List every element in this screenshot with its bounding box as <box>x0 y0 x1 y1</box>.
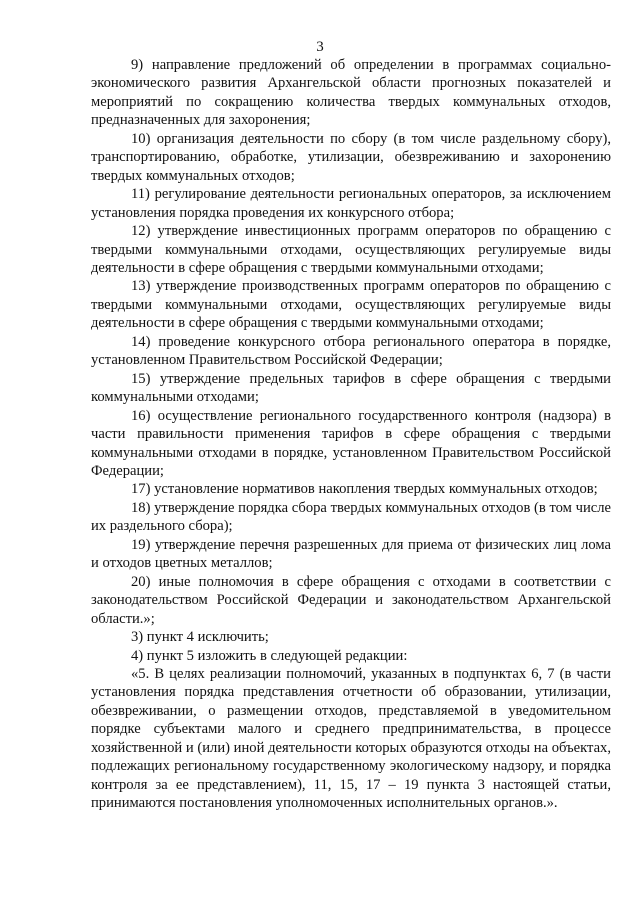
document-body <box>91 56 611 813</box>
paragraph-item-12: 12) утверждение инвестиционных программ операторов по обращению с твердыми коммунальными отходами, осуществляющих регулируемые виды деятельности в сфере обращения с твердыми коммунальными отходами; <box>91 223 611 276</box>
paragraph-item-14: 14) проведение конкурсного отбора регионального оператора в порядке, установленном Правительством Российской Федерации; <box>91 333 611 369</box>
paragraph-item-10: 10) организация деятельности по сбору (в том числе раздельному сбору), транспортированию, обработке, утилизации, обезвреживанию и захоронению твердых коммунальных отходов; <box>91 130 611 184</box>
amendment-point-3: 3) пункт 4 исключить; <box>131 629 269 646</box>
quoted-point-5: «5. В целях реализации полномочий, указанных в подпунктах 6, 7 (в части установления порядка представления отчетности об образовании, утилизации, обезвреживании, о размещении отходов, представляемой в уведомительном порядке субъектами малого и среднего предпринимательства, в процессе хозяйственной и (или) иной деятельности которых образуются отходы на объектах, подлежащих региональному государственному экологическому надзору, и порядка контроля за ее представлением), 11, 15, 17 – 19 пункта 3 настоящей статьи, принимаются постановления уполномоченных исполнительных органов.». <box>91 665 611 812</box>
paragraph-item-17: 17) установление нормативов накопления твердых коммунальных отходов; <box>131 481 598 498</box>
paragraph-item-15: 15) утверждение предельных тарифов в сфере обращения с твердыми коммунальными отходами; <box>91 370 611 406</box>
paragraph-item-13: 13) утверждение производственных программ операторов по обращению с твердыми коммунальными отходами, осуществляющих регулируемые виды деятельности в сфере обращения с твердыми коммунальными отходами; <box>91 278 611 332</box>
paragraph-item-20: 20) иные полномочия в сфере обращения с отходами в соответствии с законодательством Российской Федерации и законодательством Архангельской области.»; <box>91 573 611 627</box>
paragraph-item-18: 18) утверждение порядка сбора твердых коммунальных отходов (в том числе их раздельного сбора); <box>91 499 611 535</box>
paragraph-item-19: 19) утверждение перечня разрешенных для приема от физических лиц лома и отходов цветных металлов; <box>91 536 611 572</box>
paragraph-item-11: 11) регулирование деятельности региональных операторов, за исключением установления порядка проведения их конкурсного отбора; <box>91 186 611 221</box>
amendment-point-4: 4) пункт 5 изложить в следующей редакции: <box>131 647 408 664</box>
paragraph-item-16: 16) осуществление регионального государственного контроля (надзора) в части правильности применения тарифов в сфере обращения с твердыми коммунальными отходами в порядке, установленном Правительством Российской Федерации; <box>91 407 611 479</box>
page-number: 3 <box>316 39 324 55</box>
paragraph-item-9: 9) направление предложений об определении в программах социально-экономического развития Архангельской области прогнозных показателей и мероприятий по сокращению количества твердых коммунальных отходов, предназначенных для захоронения; <box>91 57 611 129</box>
